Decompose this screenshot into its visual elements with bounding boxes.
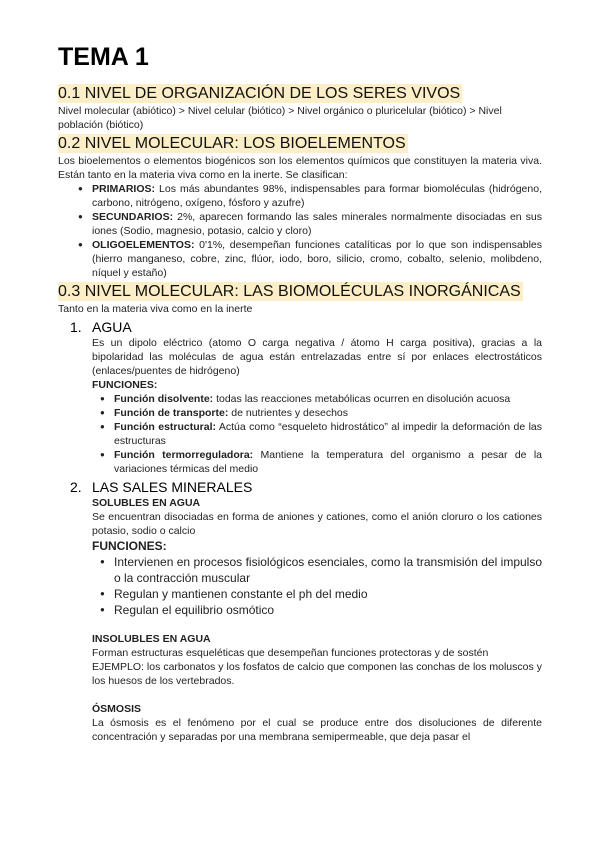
list-item: ● SECUNDARIOS: 2%, aparecen formando las sales minerales normalmente disociadas en sus iones (Sodio, magnesio, potasio, calcio y cloro) xyxy=(92,210,542,238)
list-item: ● Regulan y mantienen constante el ph del medio xyxy=(114,586,542,602)
solubles-label: SOLUBLES EN AGUA xyxy=(92,497,201,509)
bioelements-list xyxy=(58,182,542,280)
list-item: ● Función de transporte: de nutrientes y desechos xyxy=(114,406,542,420)
list-item: ● OLIGOELEMENTOS: 0'1%, desempeñan funciones catalíticas por lo que son indispensables (hierro manganeso, cobre, zinc, flúor, iodo, boro, silicio, cromo, cobalto, selenio, molibdeno, níquel y estaño) xyxy=(92,238,542,280)
ejemplo-paragraph: EJEMPLO: los carbonatos y los fosfatos de calcio que componen las conchas de los moluscos y los huesos de los vertebrados. xyxy=(92,661,542,687)
bioelements-intro: Los bioelementos o elementos biogénicos son los elementos químicos que constituyen la materia viva. Están tanto en la materia viva como en la inerte. Se clasifican: xyxy=(58,155,542,181)
section-heading-0-1: 0.1 NIVEL DE ORGANIZACIÓN DE LOS SERES VIVOS xyxy=(58,85,461,102)
page-title: TEMA 1 xyxy=(58,43,149,71)
section-heading-0-3: 0.3 NIVEL MOLECULAR: LAS BIOMOLÉCULAS INORGÁNICAS xyxy=(58,283,521,300)
osmosis-paragraph: La ósmosis es el fenómeno por el cual se produce entre dos disoluciones de diferente concentración y separadas por una membrana semipermeable, que deja pasar el xyxy=(92,717,542,743)
levels-paragraph: Nivel molecular (abiótico) > Nivel celular (biótico) > Nivel orgánico o pluricelular (biótico) > Nivel población (biótico) xyxy=(58,105,502,131)
insolubles-paragraph: Forman estructuras esqueléticas que desempeñan funciones protectoras y de sostén xyxy=(92,647,489,659)
agua-funciones-label: FUNCIONES: xyxy=(92,379,158,391)
subsection-sales-minerales: 2. LAS SALES MINERALES xyxy=(70,479,253,495)
subsection-agua: 1. AGUA xyxy=(70,319,132,335)
section-heading-0-2: 0.2 NIVEL MOLECULAR: LOS BIOELEMENTOS xyxy=(58,135,406,152)
biomolecules-intro: Tanto en la materia viva como en la inerte xyxy=(58,303,253,315)
agua-paragraph: Es un dipolo eléctrico (atomo O carga negativa / átomo H carga positiva), gracias a la bipolaridad las moléculas de agua están entrelazadas entre sí por enlaces electrostáticos (enlaces/puentes de hidrógeno) xyxy=(92,337,542,377)
sales-funciones-label: FUNCIONES: xyxy=(92,539,167,553)
list-item: ● Función termorreguladora: Mantiene la temperatura del organismo a pesar de la variaciones térmicas del medio xyxy=(114,448,542,476)
list-item: ● Función estructural: Actúa como “esqueleto hidrostático” al impedir la deformación de las estructuras xyxy=(114,420,542,448)
solubles-paragraph: Se encuentran disociadas en forma de aniones y cationes, como el anión cloruro o los cationes potasio, sodio o calcio xyxy=(92,511,542,537)
list-item: ● Regulan el equilibrio osmótico xyxy=(114,602,542,618)
list-item: ● Intervienen en procesos fisiológicos esenciales, como la transmisión del impulso o la contracción muscular xyxy=(114,554,542,586)
insolubles-label: INSOLUBLES EN AGUA xyxy=(92,633,211,645)
sales-funciones-list xyxy=(58,554,542,618)
agua-funciones-list xyxy=(58,392,542,476)
list-item: ● PRIMARIOS: Los más abundantes 98%, indispensables para formar biomoléculas (hidrógeno, carbono, nitrógeno, oxígeno, fósforo y azufre) xyxy=(92,182,542,210)
osmosis-label: ÓSMOSIS xyxy=(92,703,142,715)
list-item: ● Función disolvente: todas las reacciones metabólicas ocurren en disolución acuosa xyxy=(114,392,542,406)
